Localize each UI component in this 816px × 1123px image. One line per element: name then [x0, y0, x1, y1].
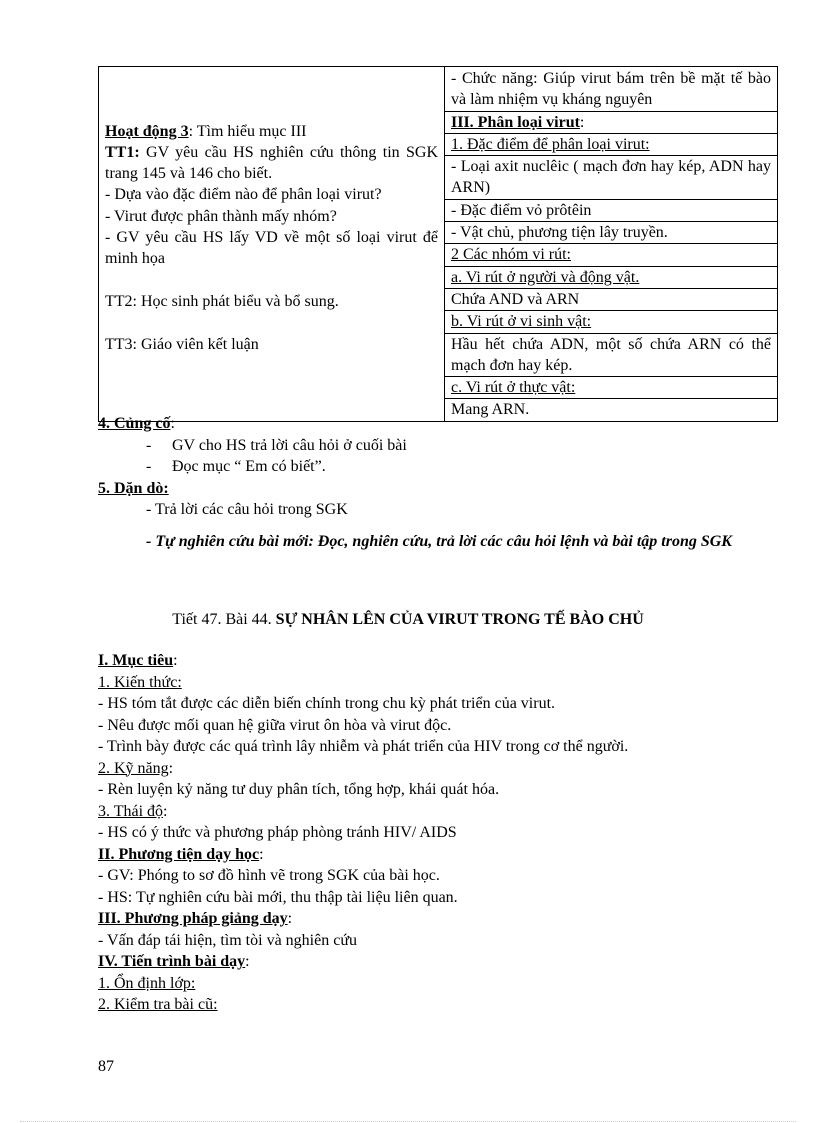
group-b-heading: b. Vi rút ở vi sinh vật:	[451, 313, 592, 331]
tt2-text: TT2: Học sinh phát biểu và bổ sung.	[105, 292, 339, 310]
consolidation-section: 4. Củng cố: - GV cho HS trả lời câu hỏi ở cuối bài - Đọc mục “ Em có biết”. 5. Dặn dò: - Trả lời các câu hỏi trong SGK - Tự nghiên cứu bài mới: Đọc, nghiên cứu, trả lời các câu hỏi lệnh và bài tập trong SGK	[98, 413, 788, 552]
content-cell: - Chức năng: Giúp virut bám trên bề mặt tế bào và làm nhiệm vụ kháng nguyên III. Phân loại virut: 1. Đặc điểm để phân loại virut: - Loại axit nuclêic ( mạch đơn hay kép, ADN hay ARN) - Đặc điểm vỏ prôtêin - Vật chủ, phương tiện lây truyền. 2 Các nhóm vi rút: a. Vi rút ở người và động vật. Chứa AND và ARN b. Vi rút ở vi sinh vật: Hầu hết chứa ADN, một số chứa ARN có thể mạch đơn hay kép. c. Vi rút ở thực vật: Mang ARN.	[445, 67, 778, 422]
activity-table	[98, 66, 778, 422]
knowledge-item: - HS tóm tắt được các diễn biến chính trong chu kỳ phát triển của virut.	[98, 695, 556, 712]
footer-rule	[20, 1121, 796, 1122]
question-1: - Dựa vào đặc điểm nào để phân loại virut?	[105, 186, 382, 204]
knowledge-item: - Nêu được mối quan hệ giữa virut ôn hòa và virut độc.	[98, 716, 452, 734]
group-b-text: Hầu hết chứa ADN, một số chứa ARN có thể mạch đơn hay kép.	[445, 333, 777, 377]
objectives-heading: I. Mục tiêu	[98, 652, 174, 669]
group-c-text: Mang ARN.	[445, 398, 777, 420]
criteria-item: - Loại axit nuclêic ( mạch đơn hay kép, ADN hay ARN)	[445, 155, 777, 199]
consolidate-heading: 4. Củng cố	[98, 415, 171, 432]
lesson-title: Tiết 47. Bài 44. SỰ NHÂN LÊN CỦA VIRUT TRONG TẾ BÀO CHỦ	[172, 611, 644, 628]
group-c-heading: c. Vi rút ở thực vật:	[451, 379, 576, 397]
criteria-item: - Đặc điểm vỏ prôtêin	[445, 199, 777, 221]
question-3: - GV yêu cầu HS lấy VD về một số loại virut để minh họa	[105, 229, 438, 268]
function-text: - Chức năng: Giúp virut bám trên bề mặt tế bào và làm nhiệm vụ kháng nguyên	[451, 70, 771, 109]
virus-groups-heading: 2 Các nhóm vi rút:	[451, 246, 571, 264]
teacher-activity-cell	[99, 67, 445, 422]
homework-heading: 5. Dặn dò:	[98, 479, 169, 497]
consolidate-item: Đọc mục “ Em có biết”.	[172, 458, 326, 475]
tt3-text: TT3: Giáo viên kết luận	[105, 335, 259, 353]
process-heading: IV. Tiến trình bài dạy	[98, 953, 246, 970]
knowledge-heading: 1. Kiến thức:	[98, 673, 182, 691]
skill-heading: 2. Kỹ năng	[98, 759, 169, 777]
method-heading: III. Phương pháp giảng dạy	[98, 910, 288, 927]
activity-3-heading: Hoạt động 3: Tìm hiểu mục III	[105, 122, 307, 140]
method-item: - Vấn đáp tái hiện, tìm tòi và nghiên cứu	[98, 931, 357, 949]
classification-heading: III. Phân loại virut	[451, 113, 580, 131]
consolidate-item: GV cho HS trả lời câu hỏi ở cuối bài	[172, 436, 407, 454]
group-a-heading: a. Vi rút ở người và động vật.	[451, 268, 640, 286]
means-item: - GV: Phóng to sơ đồ hình vẽ trong SGK của bài học.	[98, 867, 440, 884]
lesson-plan-section: I. Mục tiêu: 1. Kiến thức: - HS tóm tắt được các diễn biến chính trong chu kỳ phát triển của virut. - Nêu được mối quan hệ giữa virut ôn hòa và virut độc. - Trình bày được các quá trình lây nhiễm và phát triển của HIV trong cơ thể người. 2. Kỹ năng: - Rèn luyện kỷ năng tư duy phân tích, tổng hợp, khái quát hóa. 3. Thái độ: - HS có ý thức và phương pháp phòng tránh HIV/ AIDS II. Phương tiện dạy học: - GV: Phóng to sơ đồ hình vẽ trong SGK của bài học. - HS: Tự nghiên cứu bài mới, thu thập tài liệu liên quan. III. Phương pháp giảng dạy: - Vấn đáp tái hiện, tìm tòi và nghiên cứu IV. Tiến trình bài dạy: 1. Ổn định lớp: 2. Kiểm tra bài cũ:	[98, 650, 788, 1016]
group-a-text: Chứa AND và ARN	[445, 288, 777, 310]
homework-italic: - Tự nghiên cứu bài mới: Đọc, nghiên cứu, trả lời các câu hỏi lệnh và bài tập trong SGK	[146, 532, 732, 550]
means-item: - HS: Tự nghiên cứu bài mới, thu thập tài liệu liên quan.	[98, 888, 458, 906]
classification-criteria: 1. Đặc điểm để phân loại virut:	[451, 135, 650, 153]
attitude-heading: 3. Thái độ	[98, 802, 164, 820]
attitude-item: - HS có ý thức và phương pháp phòng tránh HIV/ AIDS	[98, 824, 457, 841]
process-step-2: 2. Kiểm tra bài cũ:	[98, 996, 218, 1013]
knowledge-item: - Trình bày được các quá trình lây nhiễm và phát triển của HIV trong cơ thể người.	[98, 738, 629, 755]
homework-item: - Trả lời các câu hỏi trong SGK	[146, 501, 348, 518]
means-heading: II. Phương tiện dạy học	[98, 845, 260, 863]
criteria-item: - Vật chủ, phương tiện lây truyền.	[445, 221, 777, 243]
process-step-1: 1. Ổn định lớp:	[98, 974, 196, 992]
question-2: - Virut được phân thành mấy nhóm?	[105, 207, 337, 225]
skill-item: - Rèn luyện kỷ năng tư duy phân tích, tổng hợp, khái quát hóa.	[98, 781, 500, 798]
page-number: 87	[98, 1058, 114, 1075]
tt1-text: TT1: GV yêu cầu HS nghiên cứu thông tin SGK trang 145 và 146 cho biết.	[105, 143, 438, 183]
